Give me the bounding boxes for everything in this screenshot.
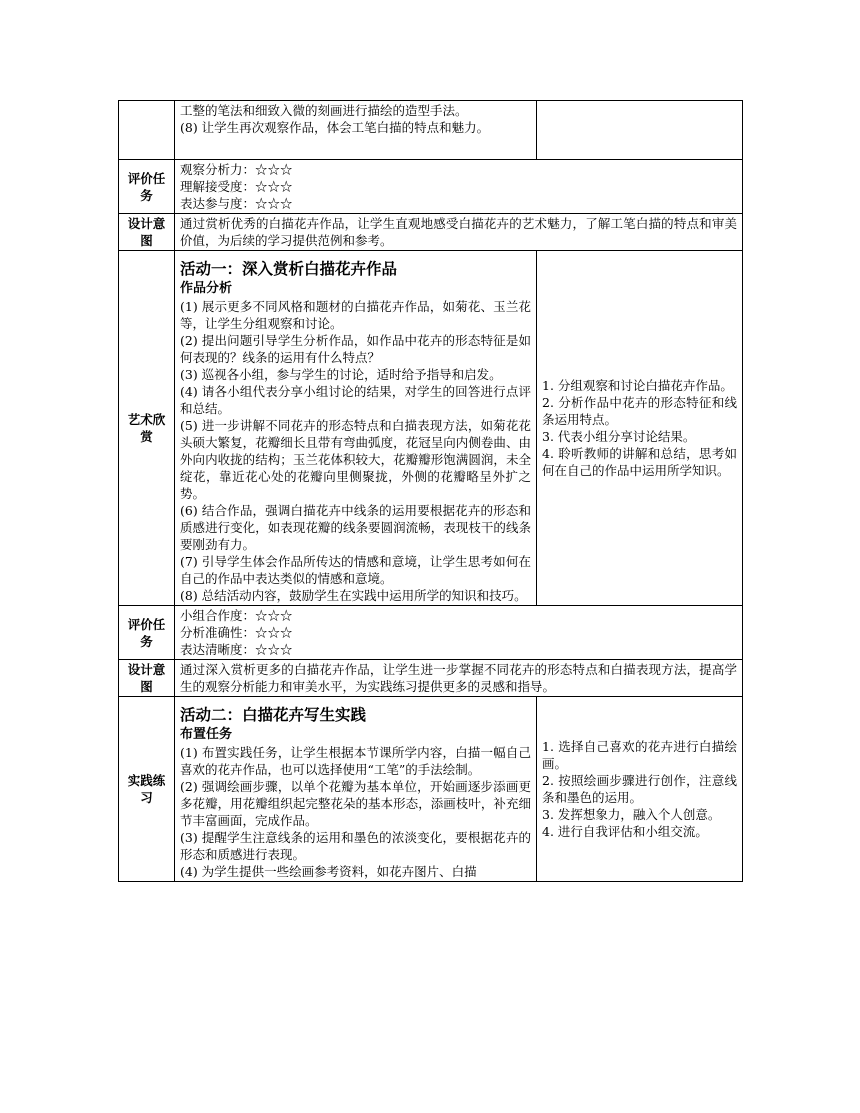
student-activity: 1. 分组观察和讨论白描花卉作品。 — [542, 378, 733, 393]
continuation-line: (8) 让学生再次观察作品，体会工笔白描的特点和魅力。 — [180, 120, 490, 135]
art-step: (7) 引导学生体会作品所传达的情感和意境，让学生思考如何在自己的作品中表达类似的情感和意境。 — [180, 554, 531, 586]
practice-step: (1) 布置实践任务，让学生根据本节课所学内容，白描一幅自己喜欢的花卉作品，也可以选择使用“工笔”的手法绘制。 — [180, 745, 531, 777]
row-design-intent-1 — [119, 214, 743, 251]
practice-label: 实践练习 — [119, 697, 175, 882]
continuation-side-cell — [537, 101, 743, 160]
row-art-appreciation — [119, 251, 743, 606]
practice-step: (2) 强调绘画步骤，以单个花瓣为基本单位，开始画逐步添画更多花瓣，用花瓣组织起完整花朵的基本形态，添画枝叶，补充细节丰富画面，完成作品。 — [180, 779, 531, 828]
row-evaluation-1 — [119, 160, 743, 214]
student-activity: 2. 按照绘画步骤进行创作，注意线条和墨色的运用。 — [542, 773, 737, 805]
student-activity: 3. 发挥想象力，融入个人创意。 — [542, 807, 721, 822]
evaluation-item: 表达参与度：☆☆☆ — [180, 196, 293, 211]
row-practice — [119, 697, 743, 882]
art-step: (4) 请各小组代表分享小组讨论的结果，对学生的回答进行点评和总结。 — [180, 384, 531, 416]
art-step: (1) 展示更多不同风格和题材的白描花卉作品，如菊花、玉兰花等，让学生分组观察和讨论。 — [180, 299, 531, 331]
continuation-line: 工整的笔法和细致入微的刻画进行描绘的造型手法。 — [180, 103, 468, 118]
evaluation-label: 评价任务 — [119, 606, 175, 660]
row-continuation — [119, 101, 743, 160]
practice-step: (3) 提醒学生注意线条的运用和墨色的浓淡变化，要根据花卉的形态和质感进行表现。 — [180, 830, 531, 862]
practice-step: (4) 为学生提供一些绘画参考资料，如花卉图片、白描 — [180, 864, 477, 879]
evaluation-item: 分析准确性：☆☆☆ — [180, 625, 293, 640]
art-step: (6) 结合作品，强调白描花卉中线条的运用要根据花卉的形态和质感进行变化，如表现花瓣的线条要圆润流畅，表现枝干的线条要刚劲有力。 — [180, 503, 531, 552]
design-intent-text — [175, 660, 743, 697]
design-intent-paragraph: 通过深入赏析更多的白描花卉作品，让学生进一步掌握不同花卉的形态特点和白描表现方法，提高学生的观察分析能力和审美水平，为实践练习提供更多的灵感和指导。 — [180, 662, 737, 694]
evaluation-item: 理解接受度：☆☆☆ — [180, 179, 293, 194]
continuation-label-cell — [119, 101, 175, 160]
evaluation-item: 表达清晰度：☆☆☆ — [180, 642, 293, 657]
student-activity: 3. 代表小组分享讨论结果。 — [542, 429, 696, 444]
row-evaluation-2 — [119, 606, 743, 660]
art-teacher-cell — [175, 251, 537, 606]
student-activity: 4. 进行自我评估和小组交流。 — [542, 824, 708, 839]
art-step: (2) 提出问题引导学生分析作品，如作品中花卉的形态特征是如何表现的？线条的运用有什么特点？ — [180, 333, 531, 365]
student-activity: 4. 聆听教师的讲解和总结，思考如何在自己的作品中运用所学知识。 — [542, 446, 737, 478]
activity-two-title: 活动二：白描花卉写生实践 — [180, 706, 367, 724]
art-student-cell — [537, 251, 743, 606]
continuation-content-cell — [175, 101, 537, 160]
evaluation-item: 小组合作度：☆☆☆ — [180, 608, 293, 623]
design-intent-label: 设计意图 — [119, 660, 175, 697]
student-activity: 1. 选择自己喜欢的花卉进行白描绘画。 — [542, 739, 737, 771]
activity-one-title: 活动一：深入赏析白描花卉作品 — [180, 260, 398, 278]
row-design-intent-2 — [119, 660, 743, 697]
evaluation-items — [175, 606, 743, 660]
art-step: (5) 进一步讲解不同花卉的形态特点和白描表现方法，如菊花花头硕大繁复，花瓣细长且带有弯曲弧度，花冠呈向内侧卷曲、由外向内收拢的结构；玉兰花体积较大，花瓣瓣形饱满圆润，未全绽花，靠近花心处的花瓣向里侧聚拢，外侧的花瓣略呈外扩之势。 — [180, 418, 531, 501]
assign-task-subtitle: 布置任务 — [180, 727, 233, 742]
art-step: (3) 巡视各小组，参与学生的讨论，适时给予指导和启发。 — [180, 367, 502, 382]
practice-student-cell — [537, 697, 743, 882]
evaluation-label: 评价任务 — [119, 160, 175, 214]
art-appreciation-label: 艺术欣赏 — [119, 251, 175, 606]
student-activity: 2. 分析作品中花卉的形态特征和线条运用特点。 — [542, 395, 737, 427]
work-analysis-subtitle: 作品分析 — [180, 281, 233, 296]
lesson-plan-table — [118, 100, 743, 882]
evaluation-item: 观察分析力：☆☆☆ — [180, 162, 293, 177]
practice-teacher-cell — [175, 697, 537, 882]
evaluation-items — [175, 160, 743, 214]
design-intent-paragraph: 通过赏析优秀的白描花卉作品，让学生直观地感受白描花卉的艺术魅力，了解工笔白描的特点和审美价值，为后续的学习提供范例和参考。 — [180, 216, 737, 248]
art-step: (8) 总结活动内容，鼓励学生在实践中运用所学的知识和技巧。 — [180, 588, 527, 603]
design-intent-label: 设计意图 — [119, 214, 175, 251]
design-intent-text — [175, 214, 743, 251]
